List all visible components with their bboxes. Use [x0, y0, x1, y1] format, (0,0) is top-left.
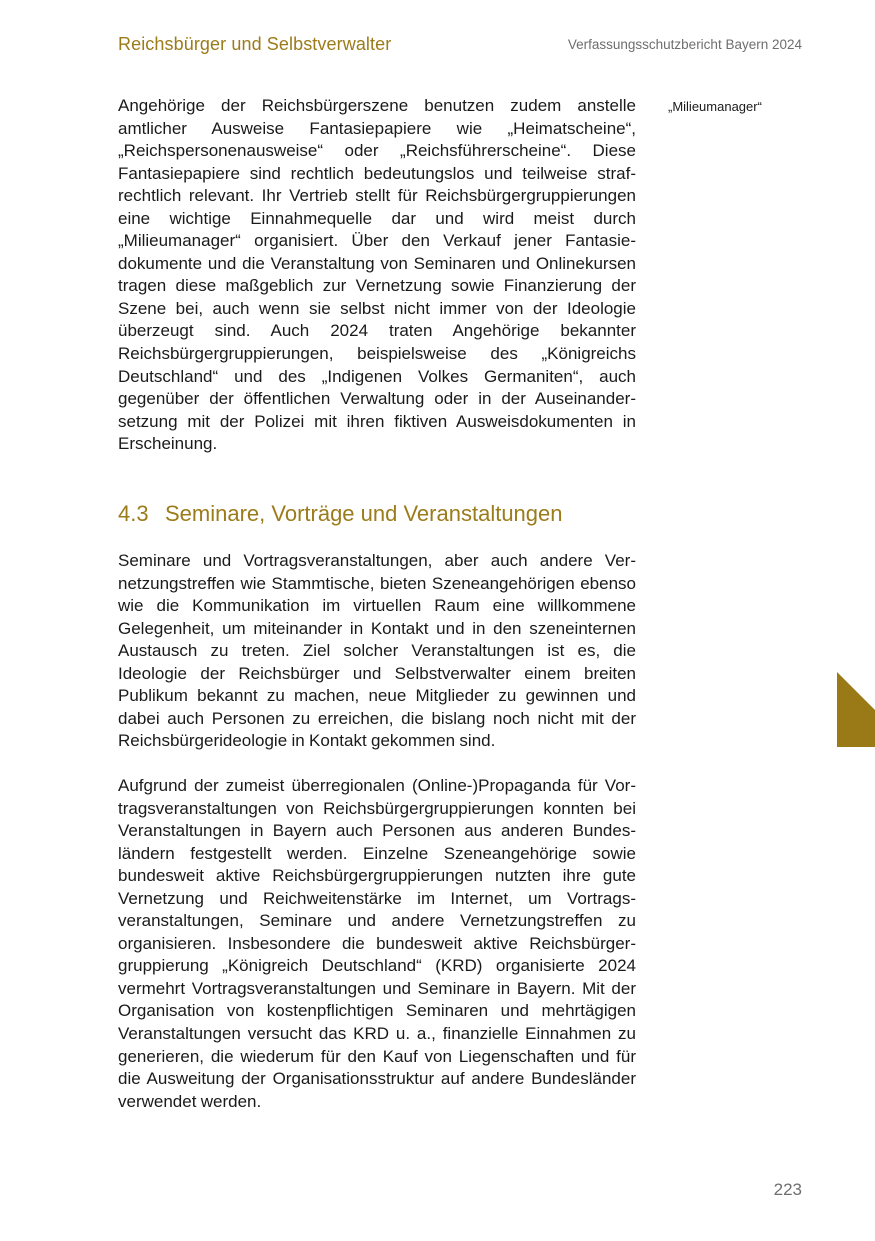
- body-paragraph-3: Aufgrund der zumeist überregionalen (Online-)Propaganda für Vortragsveranstaltungen von Reichsbürgergruppierungen konnten bei Veranstaltungen in Bayern auch Personen aus anderen Bundesländern festgestellt werden. Einzelne Szeneangehörige sowie bundesweit aktive Reichsbürgergruppierungen nutzten ihre gute Vernetzung und Reichweitenstärke im Internet, um Vortragsveranstaltungen, Seminare und andere Vernetzungstreffen zu organisieren. Insbesondere die bundesweit aktive Reichsbürgergruppierung „Königreich Deutschland“ (KRD) organisierte 2024 vermehrt Vortragsveranstaltungen und Seminare in Bayern. Mit der Organisation von kostenpflichtigen Seminaren und mehrtägigen Veranstaltungen versucht das KRD u. a., finanzielle Einnahmen zu generieren, die wiederum für den Kauf von Liegenschaften und für die Ausweitung der Organisationsstruktur auf andere Bundesländer verwendet werden.: [118, 776, 636, 1111]
- page-number: 223: [773, 1180, 802, 1199]
- section-heading: [118, 501, 636, 527]
- body-paragraph-2: Seminare und Vortragsveranstaltungen, aber auch andere Vernetzungstreffen wie Stammtische, bieten Szeneangehörigen ebenso wie die Kommunikation im virtuellen Raum eine willkommene Gelegenheit, um miteinander in Kontakt und in den szeneinternen Austausch zu treten. Ziel solcher Veranstaltungen ist es, die Ideologie der Reichsbürger und Selbstverwalter einem breiten Publikum bekannt zu machen, neue Mitglieder zu gewinnen und dabei auch Personen zu erreichen, die bislang noch nicht mit der Reichsbürgerideologie in Kontakt gekommen sind.: [118, 551, 636, 751]
- section-number: 4.3: [118, 501, 149, 526]
- running-header-publication: Verfassungsschutzbericht Bayern 2024: [567, 37, 802, 52]
- running-header-section-title: Reichsbürger und Selbstverwalter: [118, 34, 392, 54]
- section-title: Seminare, Vorträge und Veranstaltungen: [165, 501, 563, 526]
- body-paragraph-1: Angehörige der Reichsbürgerszene benutzen zudem anstelle amtlicher Ausweise Fantasiepapiere wie „Heimatscheine“, „Reichspersonenausweise“ oder „Reichsführerscheine“. Diese Fantasiepapiere sind rechtlich bedeutungslos und teilweise strafrechtlich relevant. Ihr Vertrieb stellt für Reichsbürgergruppierungen eine wichtige Einnahmequelle dar und wird meist durch „Milieumanager“ organisiert. Über den Verkauf jener Fantasiedokumente und die Veranstaltung von Seminaren und Onlinekursen tragen diese maßgeblich zur Vernetzung sowie Finanzierung der Szene bei, auch wenn sie selbst nicht immer von der Ideologie überzeugt sind. Auch 2024 traten Angehörige bekannter Reichsbürgergruppierungen, beispielsweise des „Königreichs Deutschland“ und des „Indigenen Volkes Germaniten“, auch gegenüber der öffentlichen Verwaltung oder in der Auseinandersetzung mit der Polizei mit ihren fiktiven Ausweisdokumenten in Erscheinung.: [118, 96, 636, 454]
- chapter-tab-marker: [837, 672, 875, 747]
- margin-note: „Milieumanager“: [668, 99, 762, 114]
